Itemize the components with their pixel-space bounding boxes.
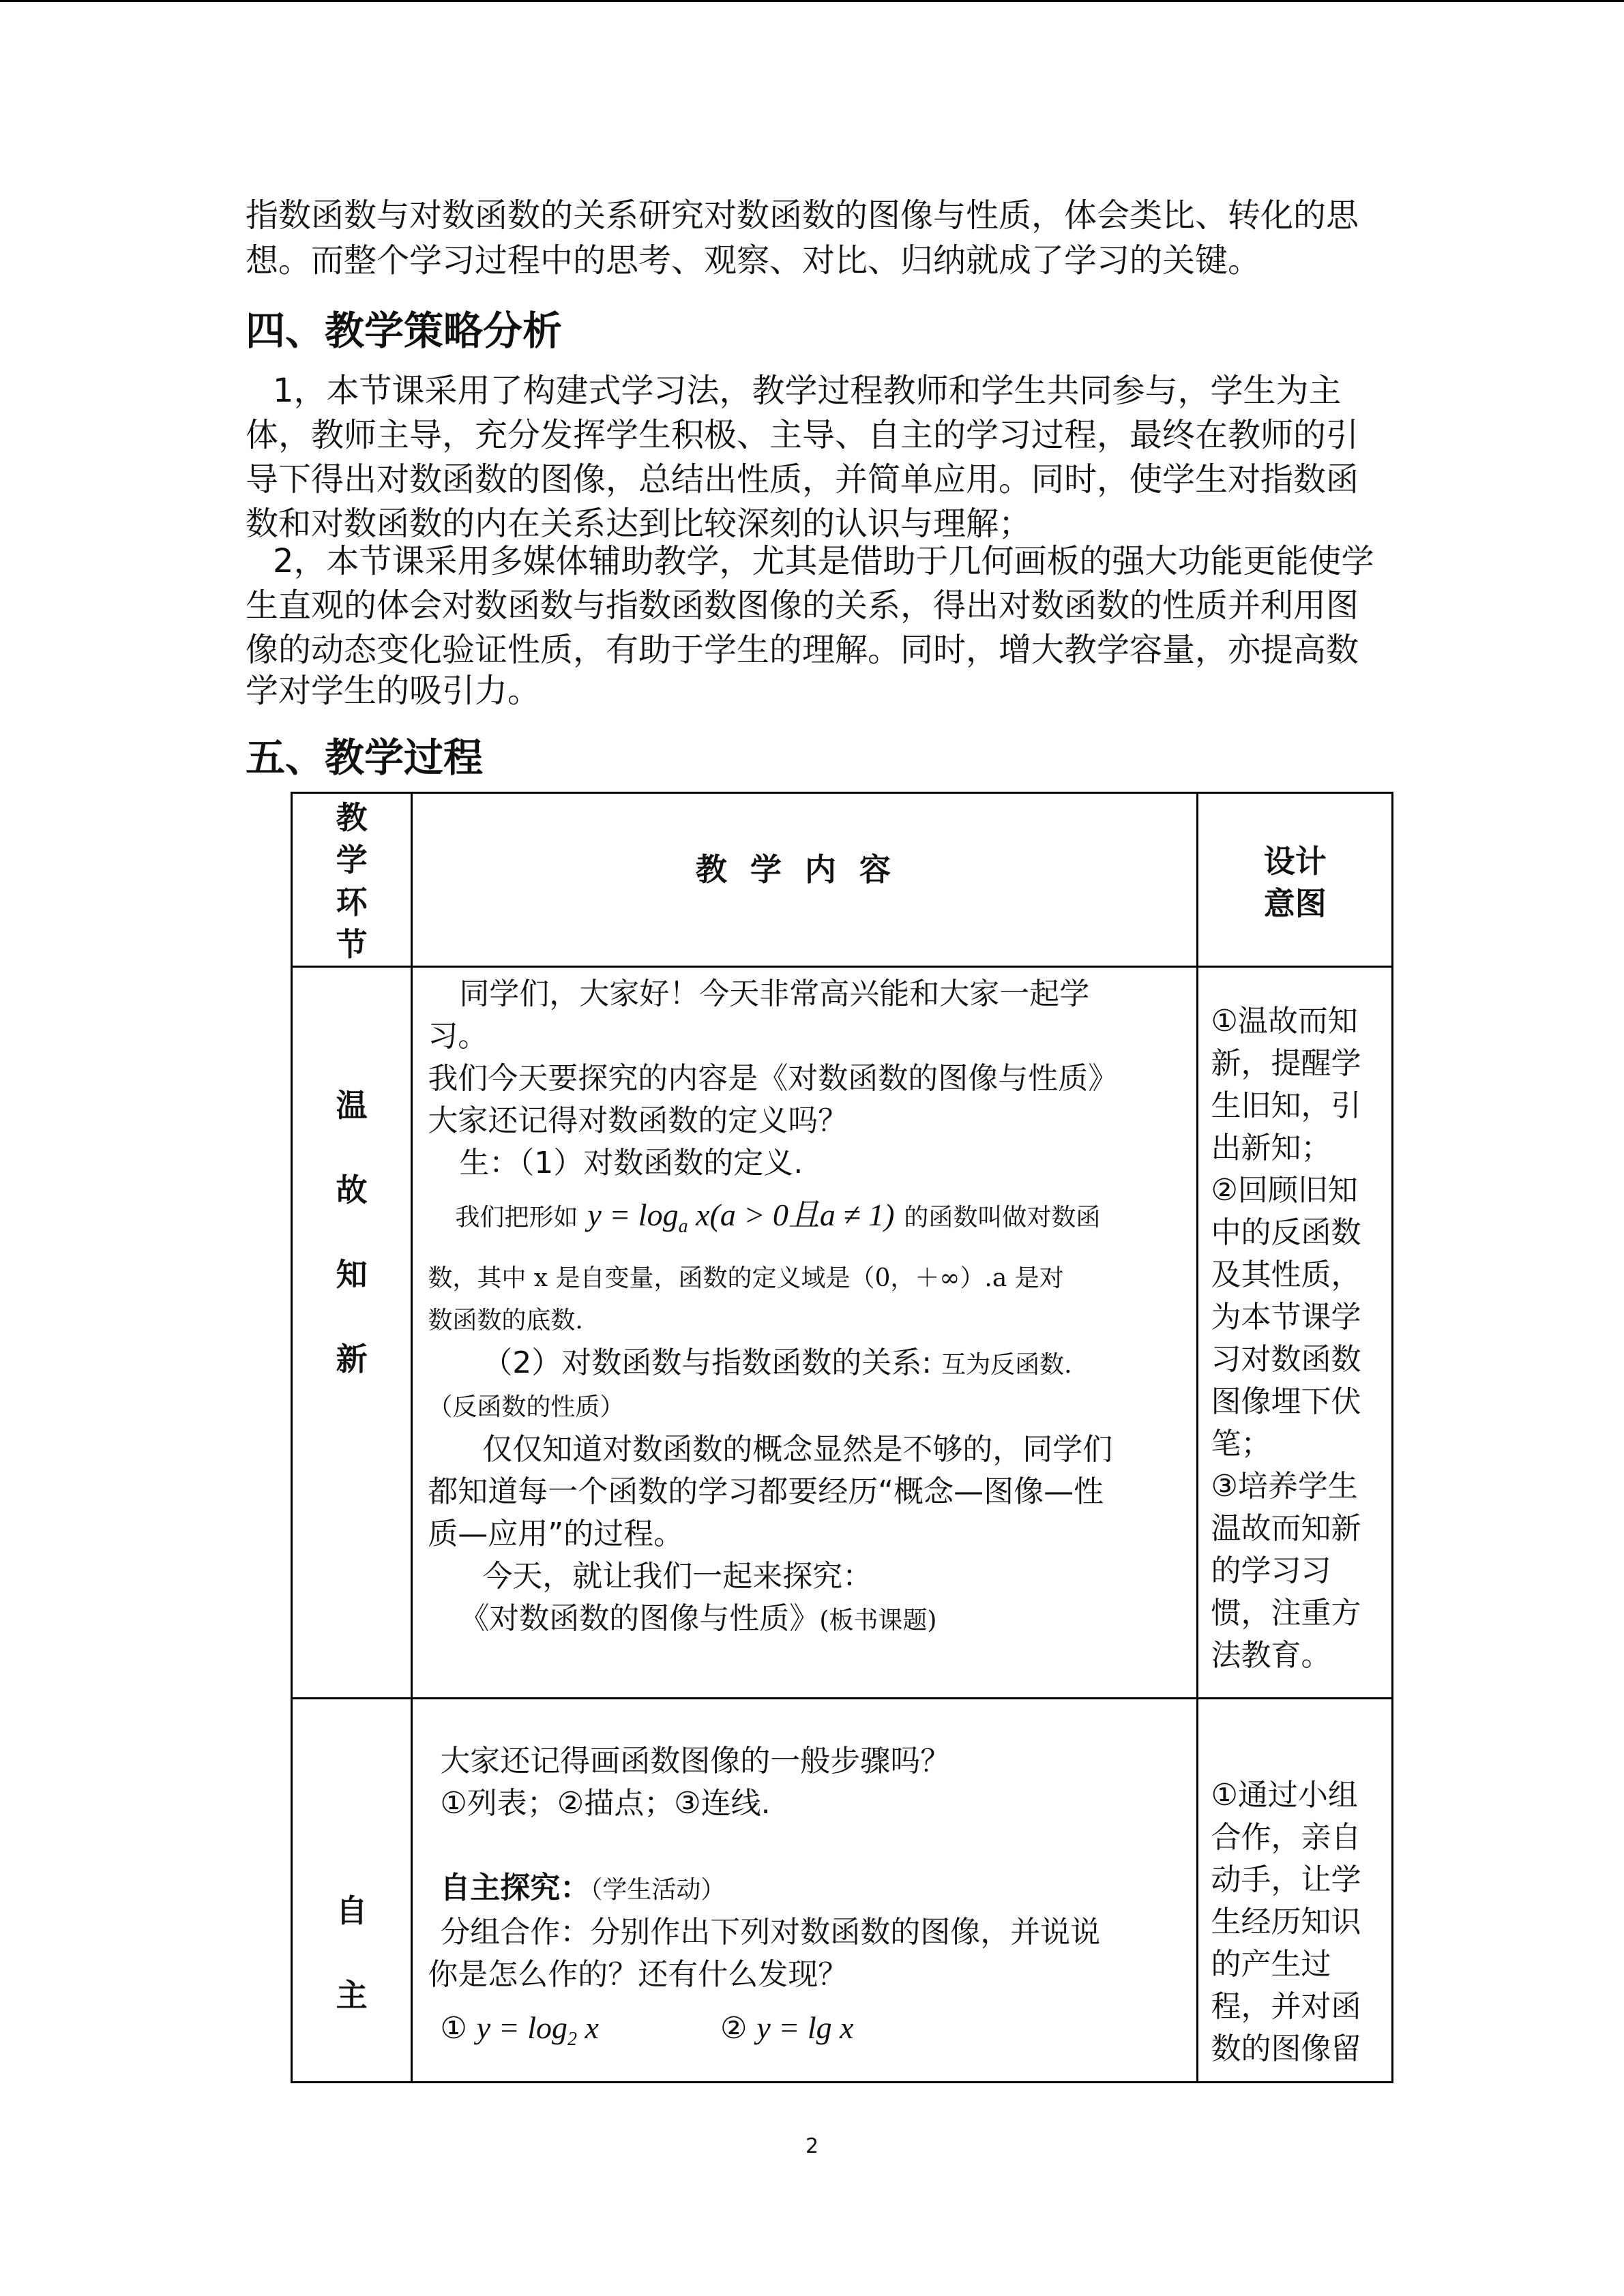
top-border [0,0,1624,2]
review-line: 我们今天要探究的内容是《对数函数的图像与性质》 [428,1061,1119,1096]
review-intent-line: 习对数函数 [1211,1342,1361,1377]
review-intent-line: 为本节课学 [1211,1300,1361,1335]
review-intent-line: ③培养学生 [1211,1469,1358,1504]
strategy-p1-line-3: 导下得出对数函数的图像，总结出性质，并简单应用。同时，使学生对指数函 [246,460,1359,498]
review-intent-line: 图像埋下伏 [1211,1384,1361,1419]
def-formula-sub: a [678,1215,688,1237]
header-intent-line: 设计 [1263,843,1327,880]
strategy-p2-line-3: 像的动态变化验证性质，有助于学生的理解。同时，增大教学容量，亦提高数 [246,631,1359,669]
relation-main: （2）对数函数与指数函数的关系: [482,1345,932,1380]
self-stage-cell [292,1699,412,2083]
relation-small: 互为反函数. [941,1350,1072,1379]
review-line: 大家还记得对数函数的定义吗？ [428,1103,848,1138]
review-intent-line: 惯，注重方 [1211,1596,1361,1630]
review-intent-line: 出新知； [1211,1131,1331,1165]
review-intent-line: 新，提醒学 [1211,1046,1361,1081]
review-after-line: 仅仅知道对数函数的概念显然是不够的，同学们 [482,1431,1113,1467]
formula-line [440,2007,1185,2061]
page-number: 2 [805,2134,819,2158]
self-intent-line: 的产生过 [1211,1947,1331,1982]
self-stage-char: 自 [336,1892,368,1929]
teaching-process-table [291,792,1393,2083]
review-line: 习。 [428,1019,488,1054]
header-content-cell [412,793,1198,967]
strategy-p1-line-2: 体，教师主导，充分发挥学生积极、主导、自主的学习过程，最终在教师的引 [246,416,1359,454]
review-after-line: 今天，就让我们一起来探究： [482,1558,873,1594]
def-line-2: 数，其中 x 是自变量，函数的定义域是（0，＋∞）.a 是对 [428,1264,1064,1292]
def-formula: y = log [587,1197,679,1232]
table-row-review [292,967,1393,1699]
review-intent-line: 中的反函数 [1211,1215,1361,1250]
review-intent-cell [1198,967,1393,1699]
self-intent-cell [1198,1699,1393,2083]
table-row-self-study [292,1699,1393,2083]
header-intent-cell [1198,793,1393,967]
header-intent-line: 意图 [1263,885,1327,922]
header-stage-char: 环 [336,884,368,921]
def-formula-tail: x(a > 0且a ≠ 1) [688,1197,895,1232]
intro-line-1: 指数函数与对数函数的关系研究对数函数的图像与性质，体会类比、转化的思 [246,196,1359,235]
board-title-line [428,1598,1185,1642]
review-stage-char: 新 [336,1341,368,1377]
review-stage-cell [292,967,412,1699]
strategy-p2-line-2: 生直观的体会对数函数与指数函数图像的关系，得出对数函数的性质并利用图 [246,586,1359,625]
review-intent-line: ①温故而知 [1211,1004,1358,1039]
def-prefix: 我们把形如 [455,1204,578,1232]
self-content-cell [412,1699,1198,2083]
formula-1-tail: x [577,2010,599,2045]
strategy-p2-line-4: 学对学生的吸引力。 [246,672,541,710]
self-question-2: ①列表；②描点；③连线. [440,1786,771,1821]
header-stage-cell [292,793,412,967]
header-stage-char: 节 [336,926,368,963]
formula-1: y = log [476,2010,568,2045]
log-definition-line [428,1194,1185,1248]
table-header-row [292,793,1393,967]
review-after-line: 都知道每一个函数的学习都要经历“概念—图像—性 [428,1474,1104,1509]
self-intent-line: 合作，亲自 [1211,1820,1361,1855]
review-line: 同学们，大家好！今天非常高兴能和大家一起学 [459,976,1090,1011]
review-intent-line: 的学习习 [1211,1553,1331,1588]
review-intent-line: 法教育。 [1211,1638,1331,1673]
def-line-3: 数函数的底数. [428,1306,583,1335]
review-intent-line: 生旧知，引 [1211,1088,1361,1123]
board-title: 《对数函数的图像与性质》 [459,1600,820,1636]
self-question-1: 大家还记得画函数图像的一般步骤吗？ [440,1744,951,1778]
review-intent-line: 笔； [1211,1427,1271,1461]
self-intent-line: 程，并对函 [1211,1989,1361,2024]
review-stage-char: 温 [336,1087,368,1124]
formula-2-label: ② [720,2011,748,2046]
explore-label: 自主探究： [440,1870,591,1905]
formula-2: y = lg x [756,2010,854,2045]
section-5-title: 五、教学过程 [246,734,484,781]
self-stage-char: 主 [336,1977,368,2014]
strategy-p2-line-1: 2，本节课采用多媒体辅助教学，尤其是借助于几何画板的强大功能更能使学 [273,542,1374,580]
self-intent-line: 动手，让学 [1211,1862,1361,1897]
strategy-p1-line-4: 数和对数函数的内在关系达到比较深刻的认识与理解； [246,505,1032,543]
review-intent-line: ②回顾旧知 [1211,1173,1358,1208]
review-after-line: 质—应用”的过程。 [428,1516,684,1551]
review-line: 生：（1）对数函数的定义. [459,1146,803,1180]
review-stage-char: 知 [336,1256,368,1293]
header-stage-char: 教 [336,799,368,836]
review-intent-line: 及其性质， [1211,1257,1361,1292]
review-intent-line: 温故而知新 [1211,1511,1361,1546]
self-intent-line: ①通过小组 [1211,1778,1358,1813]
header-content-label: 教学内容 [695,851,914,888]
section-4-title: 四、教学策略分析 [246,308,563,354]
explore-note: （学生活动） [590,1876,726,1904]
self-intent-line: 生经历知识 [1211,1905,1361,1939]
intro-line-2: 想。而整个学习过程中的思考、观察、对比、归纳就成了学习的关键。 [246,241,1261,280]
formula-1-label: ① [440,2011,467,2046]
def-suffix: 的函数叫做对数函 [904,1204,1101,1232]
task-line-1: 分组合作：分别作出下列对数函数的图像，并说说 [440,1915,1101,1950]
board-note: (板书课题) [819,1606,937,1635]
review-content-cell [412,967,1198,1699]
relation-line [428,1342,1185,1386]
self-intent-line: 数的图像留 [1211,2031,1361,2066]
strategy-p1-line-1: 1，本节课采用了构建式学习法，教学过程教师和学生共同参与，学生为主 [273,372,1342,410]
relation-note: （反函数的性质） [428,1392,625,1421]
formula-1-sub: 2 [567,2028,578,2050]
header-stage-char: 学 [336,841,368,878]
task-line-2: 你是怎么作的？还有什么发现？ [428,1957,848,1992]
review-stage-char: 故 [336,1172,368,1208]
explore-line [440,1867,1185,1911]
